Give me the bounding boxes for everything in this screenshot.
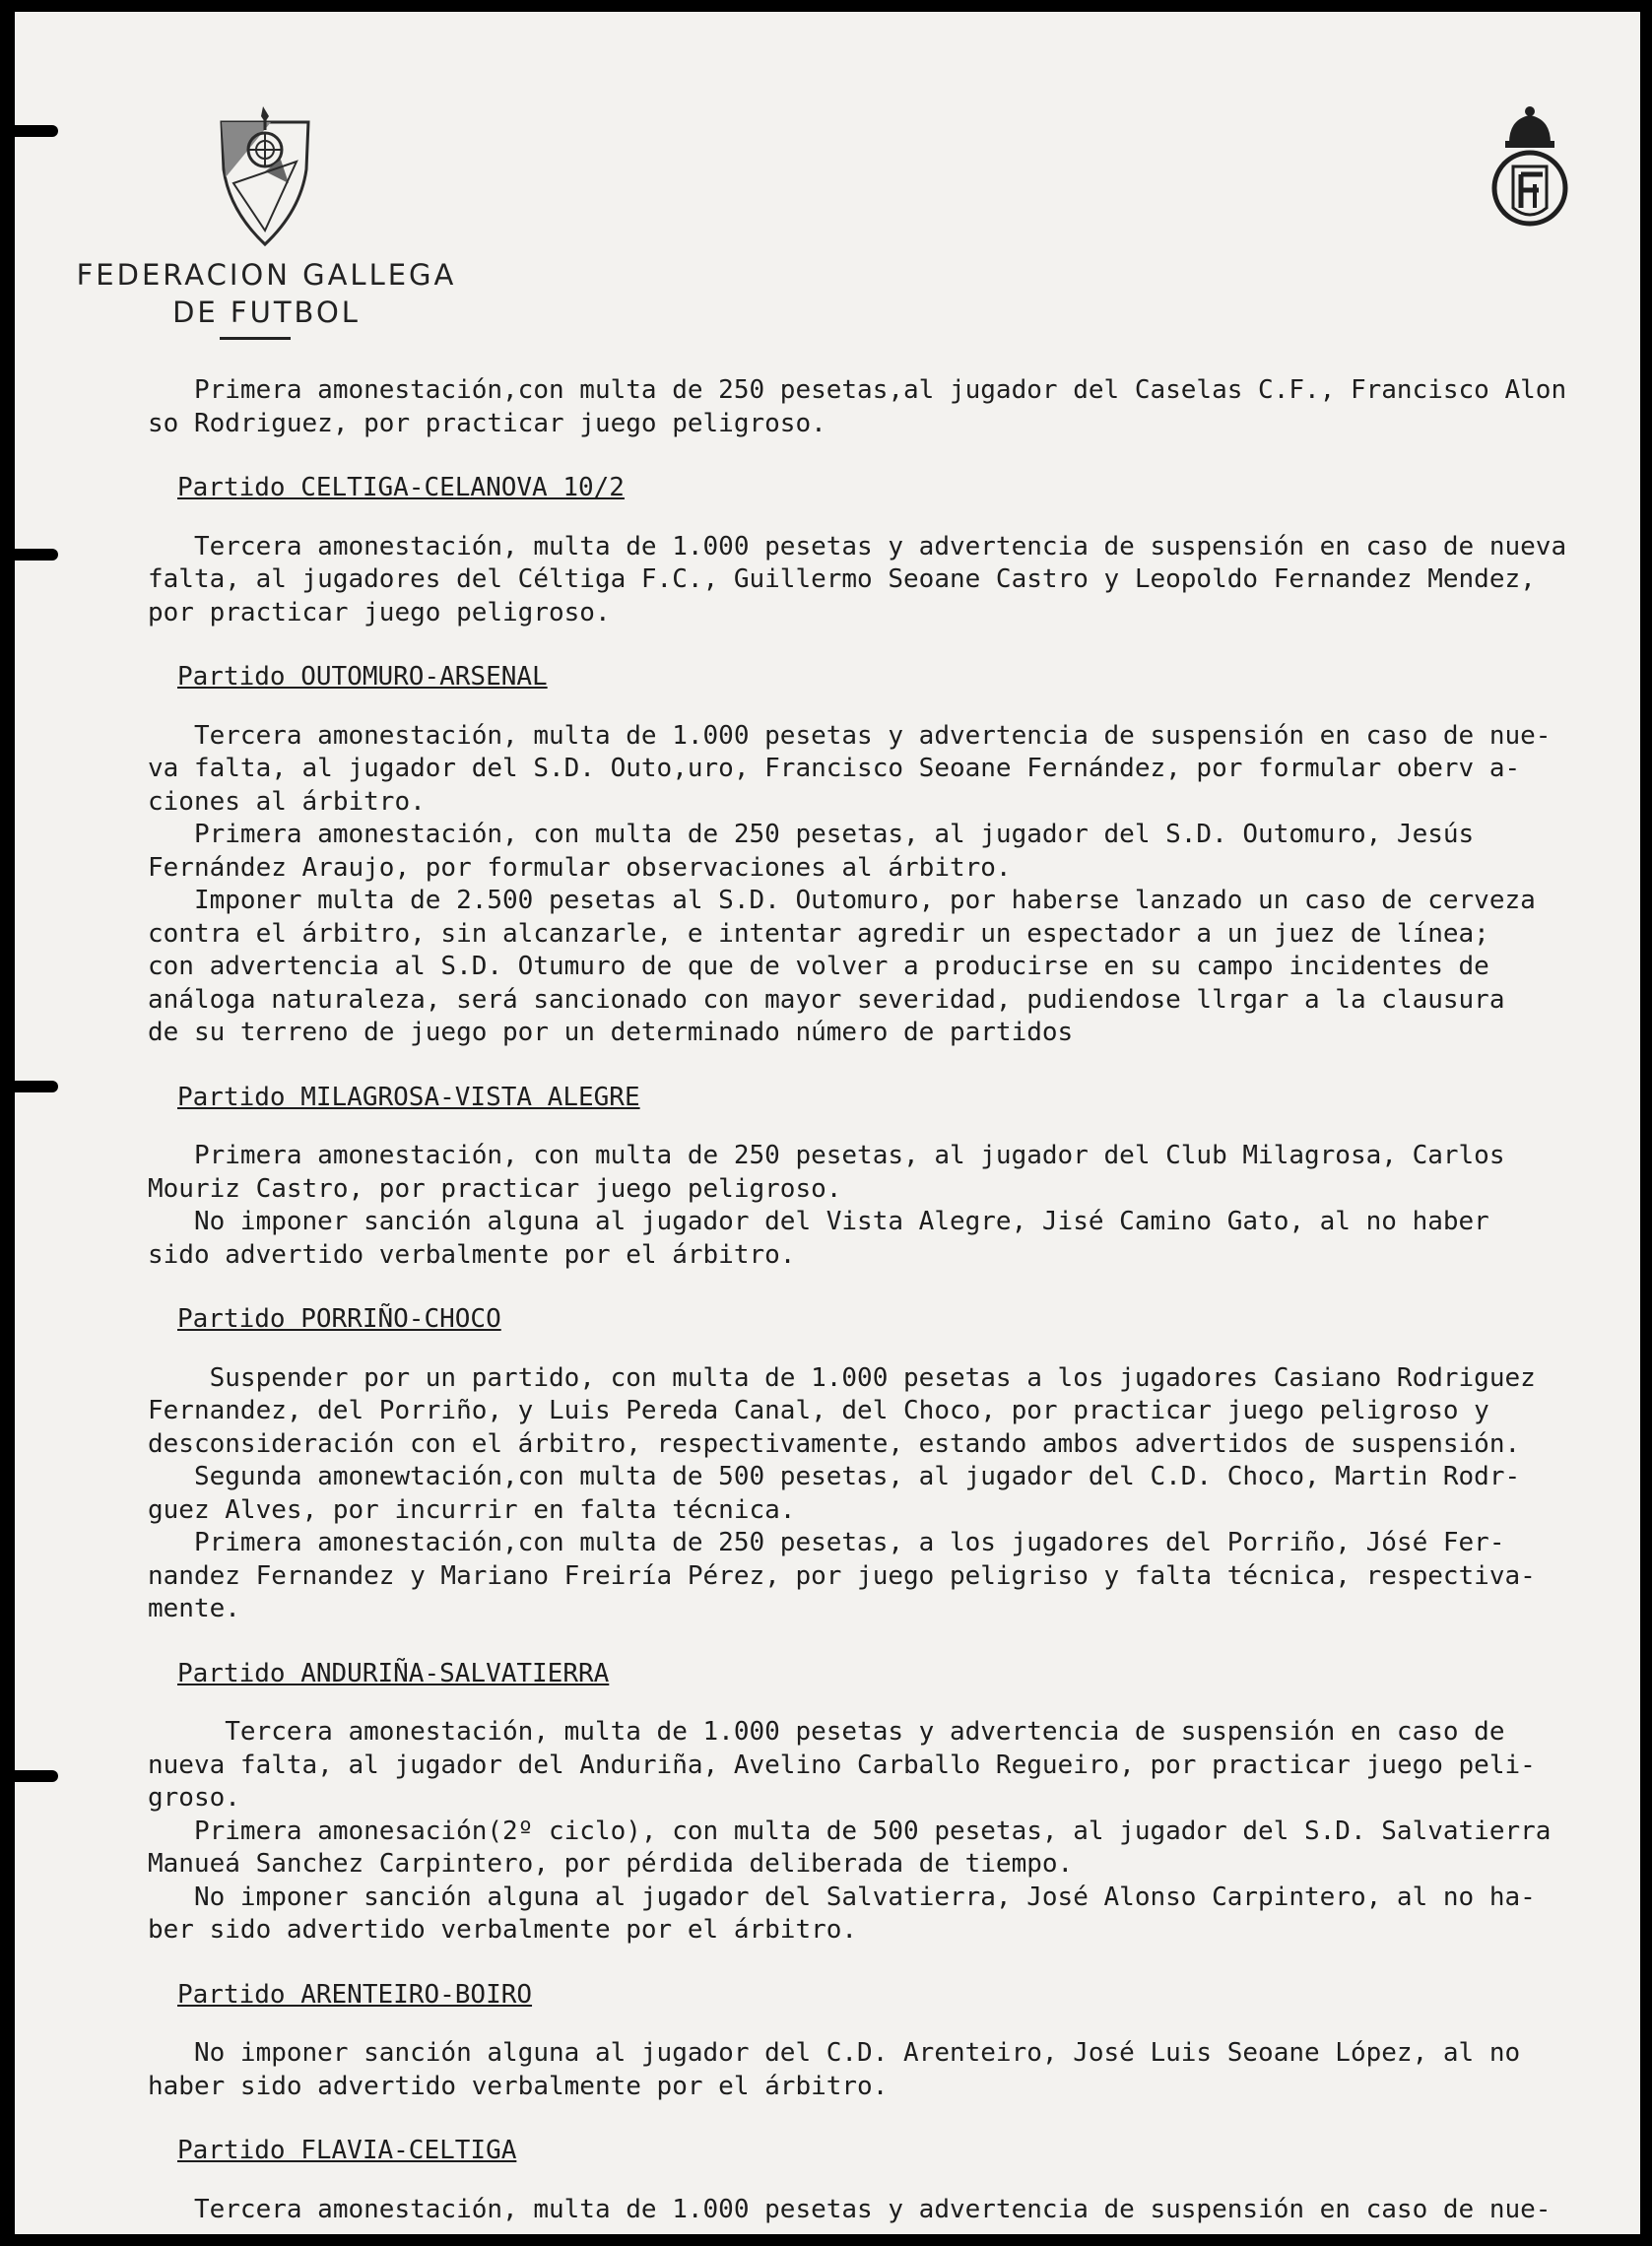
federation-shield-logo xyxy=(212,100,318,248)
text-line: Suspender por un partido, con multa de 1.000 pesetas a los jugadores Casiano Rodriguez xyxy=(148,1362,1536,1393)
match-heading: Partido ARENTEIRO-BOIRO xyxy=(177,1979,533,2010)
match-heading: Partido FLAVIA-CELTIGA xyxy=(177,2136,517,2165)
text-line: Tercera amonestación, multa de 1.000 pesetas y advertencia de suspensión en caso de xyxy=(148,1717,1505,1747)
text-line: desconsideración con el árbitro, respectivamente, estando ambos advertidos de suspensión. xyxy=(148,1428,1521,1459)
match-section xyxy=(148,1303,1652,1626)
text-line: mente. xyxy=(148,1594,240,1623)
match-sections xyxy=(148,472,1652,2226)
match-section xyxy=(148,1979,1652,2104)
text-line: ciones al árbitro. xyxy=(148,786,426,817)
document-page xyxy=(15,12,1640,2234)
text-line: Segunda amonewtación,con multa de 500 pesetas, al jugador del C.D. Choco, Martin Rodr- xyxy=(148,1462,1521,1491)
text-line: Primera amonesación(2º ciclo), con multa de 500 pesetas, al jugador del S.D. Salvatierra xyxy=(148,1816,1552,1846)
text-line: guez Alves, por incurrir en falta técnica. xyxy=(148,1494,796,1525)
text-line: contra el árbitro, sin alcanzarle, e intentar agredir un espectador a un juez de línea; xyxy=(148,918,1489,949)
text-line: análoga naturaleza, será sancionado con mayor severidad, pudiendose llrgar a la clausura xyxy=(148,984,1505,1015)
match-heading: Partido PORRIÑO-CHOCO xyxy=(177,1304,501,1334)
federation-name-line1: FEDERACION GALLEGA xyxy=(76,258,457,292)
text-line: Fernández Araujo, por formular observaciones al árbitro. xyxy=(148,852,1012,883)
federation-name xyxy=(62,256,471,331)
match-section xyxy=(148,1658,1652,1948)
text-line: haber sido advertido verbalmente por el árbitro. xyxy=(148,2071,889,2101)
text-line: por practicar juego peligroso. xyxy=(148,597,611,628)
match-heading: Partido CELTIGA-CELANOVA 10/2 xyxy=(177,473,625,502)
match-heading: Partido MILAGROSA-VISTA ALEGRE xyxy=(177,1082,640,1112)
text-line: con advertencia al S.D. Otumuro de que de volver a producirse en su campo incidentes de xyxy=(148,952,1489,981)
text-line: Tercera amonestación, multa de 1.000 pesetas y advertencia de suspensión en caso de nueva xyxy=(148,531,1567,562)
text-line: ber sido advertido verbalmente por el árbitro. xyxy=(148,1915,858,1945)
text-line: Manueá Sanchez Carpintero, por pérdida deliberada de tiempo. xyxy=(148,1849,1074,1879)
binder-hole-mark xyxy=(15,125,58,137)
match-section xyxy=(148,2135,1652,2226)
text-line: No imponer sanción alguna al jugador del C.D. Arenteiro, José Luis Seoane López, al no xyxy=(148,2038,1521,2068)
crown-emblem-logo xyxy=(1487,105,1572,229)
text-line: va falta, al jugador del S.D. Outo,uro, Francisco Seoane Fernández, por formular oberv a- xyxy=(148,754,1521,783)
text-line: Primera amonestación,con multa de 250 pesetas,al jugador del Caselas C.F., Francisco Alon xyxy=(148,375,1567,405)
header-rule xyxy=(220,337,291,340)
text-line: Fernandez, del Porriño, y Luis Pereda Canal, del Choco, por practicar juego peligroso y xyxy=(148,1396,1489,1425)
text-line: Primera amonestación,con multa de 250 pesetas, a los jugadores del Porriño, Jósé Fer- xyxy=(148,1528,1505,1557)
text-line: so Rodriguez, por practicar juego peligroso. xyxy=(148,408,826,438)
text-line: Mouriz Castro, por practicar juego peligroso. xyxy=(148,1173,842,1204)
text-line: nueva falta, al jugador del Anduriña, Avelino Carballo Regueiro, por practicar juego peli- xyxy=(148,1750,1536,1780)
text-line: No imponer sanción alguna al jugador del Vista Alegre, Jisé Camino Gato, al no haber xyxy=(148,1207,1489,1236)
text-line: Tercera amonestación, multa de 1.000 pesetas y advertencia de suspensión en caso de nue- xyxy=(148,2194,1552,2224)
text-line: nandez Fernandez y Mariano Freiría Pérez, por juego peligriso y falta técnica, respectiva- xyxy=(148,1560,1536,1591)
binder-hole-mark xyxy=(15,1770,58,1782)
text-line: Tercera amonestación, multa de 1.000 pesetas y advertencia de suspensión en caso de nue- xyxy=(148,720,1552,751)
document-body xyxy=(148,374,1652,2226)
text-line: falta, al jugadores del Céltiga F.C., Guillermo Seoane Castro y Leopoldo Fernandez Mendez, xyxy=(148,564,1536,594)
text-line: No imponer sanción alguna al jugador del Salvatierra, José Alonso Carpintero, al no ha- xyxy=(148,1882,1536,1912)
match-heading: Partido OUTOMURO-ARSENAL xyxy=(177,662,548,692)
text-line: Primera amonestación, con multa de 250 pesetas, al jugador del S.D. Outomuro, Jesús xyxy=(148,820,1475,849)
text-line: sido advertido verbalmente por el árbitro. xyxy=(148,1239,796,1270)
match-section xyxy=(148,1082,1652,1273)
match-heading: Partido ANDURIÑA-SALVATIERRA xyxy=(177,1658,610,1688)
text-line: groso. xyxy=(148,1783,240,1813)
match-section xyxy=(148,472,1652,629)
text-line: de su terreno de juego por un determinado número de partidos xyxy=(148,1018,1074,1047)
text-line: Imponer multa de 2.500 pesetas al S.D. Outomuro, por haberse lanzado un caso de cerveza xyxy=(148,886,1536,915)
binder-hole-mark xyxy=(15,1081,58,1092)
match-section xyxy=(148,661,1652,1050)
binder-hole-mark xyxy=(15,549,58,561)
text-line: Primera amonestación, con multa de 250 pesetas, al jugador del Club Milagrosa, Carlos xyxy=(148,1141,1505,1170)
intro-paragraph xyxy=(148,374,1652,440)
federation-name-line2: DE FUTBOL xyxy=(172,296,361,329)
